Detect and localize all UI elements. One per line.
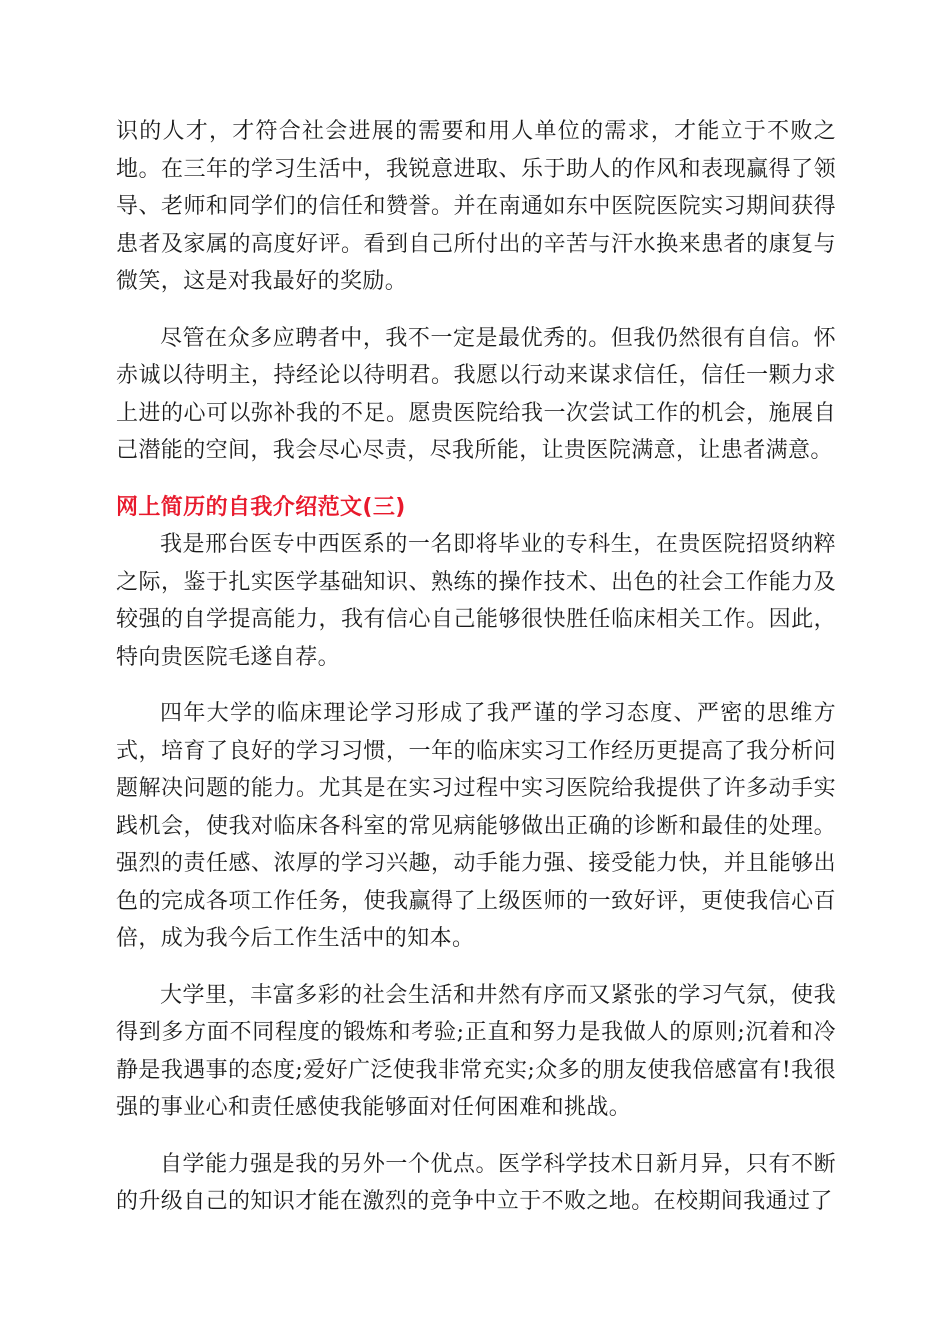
paragraph-gap xyxy=(116,1127,836,1146)
paragraph-gap xyxy=(116,470,836,489)
paragraph-self-study: 自学能力强是我的另外一个优点。医学科学技术日新月异，只有不断的升级自己的知识才能在激烈的竞争中立于不败之地。在校期间我通过了 xyxy=(116,1151,836,1214)
paragraph-university-life: 大学里，丰富多彩的社会生活和井然有序而又紧张的学习气氛，使我得到多方面不同程度的锻炼和考验;正直和努力是我做人的原则;沉着和冷静是我遇事的态度;爱好广泛使我非常充实;众多的朋友使我倍感富有!我很强的事业心和责任感使我能够面对任何困难和挑战。 xyxy=(116,982,836,1120)
paragraph-gap xyxy=(116,676,836,695)
section-heading: 网上简历的自我介绍范文(三) xyxy=(116,494,406,520)
paragraph-continuation: 识的人才，才符合社会进展的需要和用人单位的需求，才能立于不败之地。在三年的学习生活中，我锐意进取、乐于助人的作风和表现赢得了领导、老师和同学们的信任和赞誉。并在南通如东中医院医院实习期间获得患者及家属的高度好评。看到自己所付出的辛苦与汗水换来患者的康复与微笑，这是对我最好的奖励。 xyxy=(116,119,836,294)
paragraph-intro: 我是邢台医专中西医系的一名即将毕业的专科生，在贵医院招贤纳粹之际，鉴于扎实医学基础知识、熟练的操作技术、出色的社会工作能力及较强的自学提高能力，我有信心自己能够很快胜任临床相关工作。因此，特向贵医院毛遂自荐。 xyxy=(116,532,836,670)
paragraph-confidence: 尽管在众多应聘者中，我不一定是最优秀的。但我仍然很有自信。怀赤诚以待明主，持经论以待明君。我愿以行动来谋求信任，信任一颗力求上进的心可以弥补我的不足。愿贵医院给我一次尝试工作的机会，施展自己潜能的空间，我会尽心尽责，尽我所能，让贵医院满意，让患者满意。 xyxy=(116,325,836,463)
paragraph-gap xyxy=(116,958,836,977)
document-body xyxy=(116,113,836,1221)
paragraph-gap xyxy=(116,301,836,320)
paragraph-clinical-study: 四年大学的临床理论学习形成了我严谨的学习态度、严密的思维方式，培育了良好的学习习惯，一年的临床实习工作经历更提高了我分析问题解决问题的能力。尤其是在实习过程中实习医院给我提供了许多动手实践机会，使我对临床各科室的常见病能够做出正确的诊断和最佳的处理。强烈的责任感、浓厚的学习兴趣，动手能力强、接受能力快，并且能够出色的完成各项工作任务，使我赢得了上级医师的一致好评，更使我信心百倍，成为我今后工作生活中的知本。 xyxy=(116,701,836,951)
